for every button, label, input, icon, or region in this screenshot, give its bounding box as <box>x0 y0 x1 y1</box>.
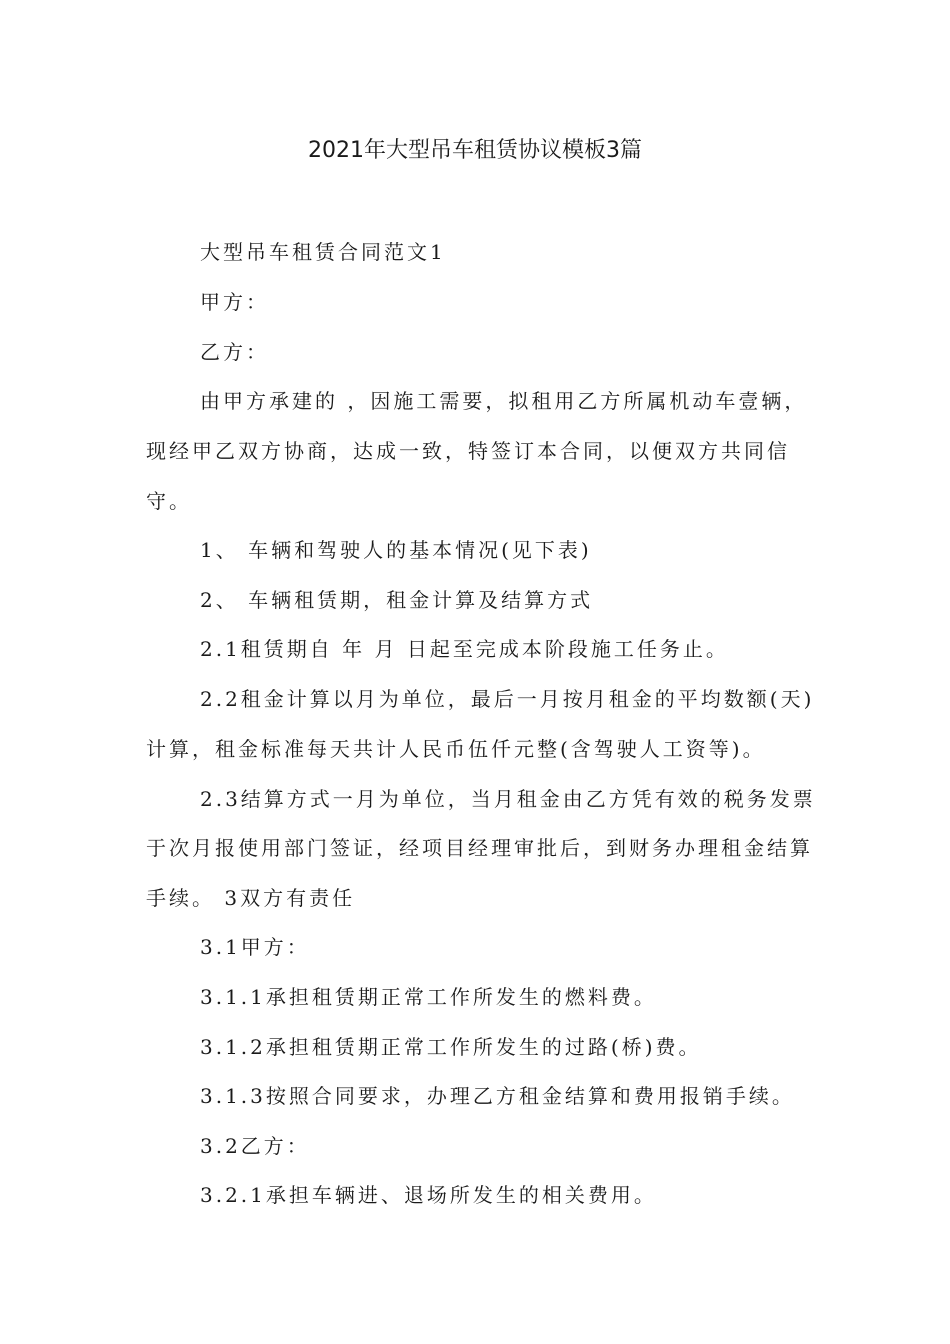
document-title: 2021年大型吊车租赁协议模板3篇 <box>308 138 642 163</box>
clause-line: 2、 车辆租赁期，租金计算及结算方式 <box>200 588 594 612</box>
clause-line: 1、 车辆和驾驶人的基本情况(见下表) <box>200 538 592 562</box>
paragraph-line: 由甲方承建的 ，因施工需要，拟租用乙方所属机动车壹辆， <box>200 389 808 413</box>
section-heading: 大型吊车租赁合同范文1 <box>200 240 446 264</box>
clause-line: 手续。 3双方有责任 <box>146 886 356 910</box>
clause-line: 2.2租金计算以月为单位，最后一月按月租金的平均数额(天) <box>200 687 815 711</box>
clause-line: 3.1.2承担租赁期正常工作所发生的过路(桥)费。 <box>200 1035 702 1059</box>
clause-line: 2.3结算方式一月为单位，当月租金由乙方凭有效的税务发票 <box>200 787 816 811</box>
party-b-line: 乙方： <box>200 340 269 364</box>
clause-line: 3.2.1承担车辆进、退场所发生的相关费用。 <box>200 1183 657 1207</box>
clause-line: 3.2乙方： <box>200 1134 310 1158</box>
clause-line: 于次月报使用部门签证，经项目经理审批后，到财务办理租金结算 <box>146 836 813 860</box>
clause-line: 3.1甲方： <box>200 935 310 959</box>
clause-line: 计算，租金标准每天共计人民币伍仟元整(含驾驶人工资等)。 <box>146 737 766 761</box>
clause-line: 3.1.3按照合同要求，办理乙方租金结算和费用报销手续。 <box>200 1084 795 1108</box>
party-a-line: 甲方： <box>200 290 269 314</box>
clause-line: 2.1租赁期自 年 月 日起至完成本阶段施工任务止。 <box>200 637 729 661</box>
clause-line: 3.1.1承担租赁期正常工作所发生的燃料费。 <box>200 985 657 1009</box>
paragraph-line: 守。 <box>146 489 192 513</box>
paragraph-line: 现经甲乙双方协商，达成一致，特签订本合同，以便双方共同信 <box>146 439 790 463</box>
